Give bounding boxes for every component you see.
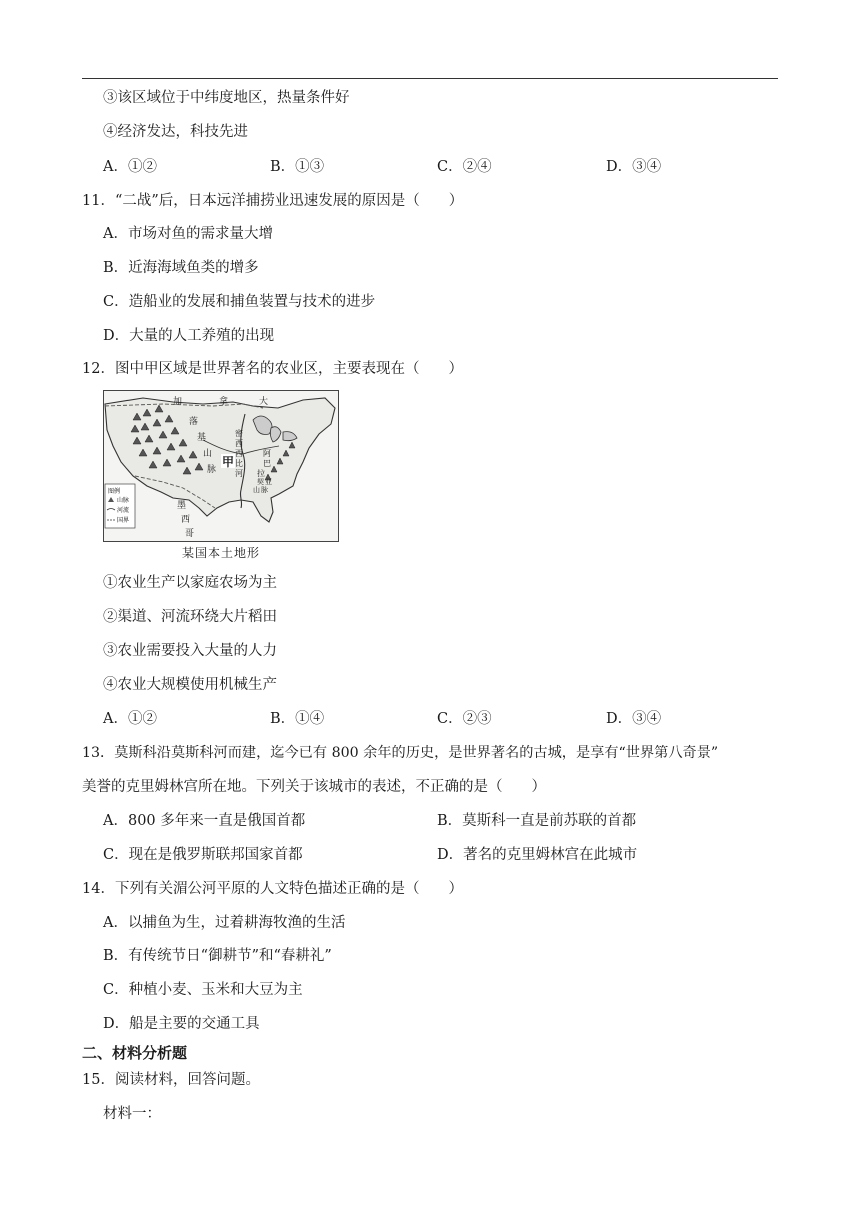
q13-option-c: C．现在是俄罗斯联邦国家首都 [103, 847, 303, 863]
label-app-6: 山 [253, 486, 260, 494]
legend-mountain: 山脉 [117, 497, 130, 504]
q12-item-1: ①农业生产以家庭农场为主 [103, 575, 277, 591]
q12-stem: 12．图中甲区域是世界著名的农业区，主要表现在（ ） [82, 361, 463, 377]
map-legend [105, 484, 135, 528]
legend-border: 国界 [117, 517, 130, 524]
q10-option-b: B．①③ [270, 159, 325, 175]
label-miss-5: 河 [235, 469, 243, 478]
label-miss-1: 密 [235, 429, 243, 438]
q13-stem-line1: 13．莫斯科沿莫斯科河而建，迄今已有 800 余年的历史，是世界著名的古城，是享有“世界第八奇景” [82, 745, 719, 761]
q14-option-a: A．以捕鱼为生，过着耕海牧渔的生活 [103, 915, 346, 931]
header-rule [82, 78, 778, 79]
q11-option-b: B．近海海域鱼类的增多 [103, 260, 259, 276]
label-mexico-3: 哥 [185, 529, 195, 539]
q11-option-a: A．市场对鱼的需求量大增 [103, 226, 273, 242]
label-rocky-4: 脉 [207, 465, 217, 475]
q11-stem: 11．“二战”后，日本远洋捕捞业迅速发展的原因是（ ） [82, 193, 464, 209]
label-mexico-1: 墨 [177, 501, 187, 511]
q10-item-4: ④经济发达，科技先进 [103, 124, 248, 140]
q13-option-d: D．著名的克里姆林宫在此城市 [437, 847, 638, 863]
label-miss-3: 西 [235, 449, 243, 458]
legend-river: 河流 [117, 507, 130, 514]
label-rocky-2: 基 [197, 433, 207, 443]
q12-option-c: C．②③ [437, 711, 492, 727]
label-jia-na-da-2: 拿 [219, 397, 229, 407]
label-app-5: 亚 [265, 478, 272, 486]
q10-item-3: ③该区域位于中纬度地区，热量条件好 [103, 90, 350, 106]
q12-item-2: ②渠道、河流环绕大片稻田 [103, 609, 277, 625]
q10-option-d: D．③④ [606, 159, 662, 175]
q10-option-c: C．②④ [437, 159, 492, 175]
label-miss-4: 比 [235, 459, 243, 468]
q14-option-d: D．船是主要的交通工具 [103, 1016, 260, 1032]
q12-terrain-map [103, 390, 339, 542]
q13-option-b: B．莫斯科一直是前苏联的首都 [437, 813, 637, 829]
q13-stem-line2: 美誉的克里姆林宫所在地。下列关于该城市的表述，不正确的是（ ） [82, 779, 546, 795]
q12-option-d: D．③④ [606, 711, 662, 727]
legend-title: 图例 [108, 488, 121, 495]
label-app-7: 脉 [261, 486, 268, 494]
q11-option-c: C．造船业的发展和捕鱼装置与技术的进步 [103, 294, 376, 310]
q14-option-c: C．种植小麦、玉米和大豆为主 [103, 982, 303, 998]
label-jia-na-da-1: 加 [173, 397, 183, 407]
section-heading-material-analysis: 二、材料分析题 [82, 1044, 188, 1062]
q15-stem: 15．阅读材料，回答问题。 [82, 1072, 260, 1088]
q12-item-3: ③农业需要投入大量的人力 [103, 643, 277, 659]
label-miss-2: 西 [235, 439, 243, 448]
label-app-1: 阿 [263, 449, 271, 458]
label-mexico-2: 西 [181, 515, 191, 525]
q15-material1-label: 材料一： [103, 1106, 161, 1122]
q12-map-figure [103, 390, 339, 566]
label-rocky-1: 落 [189, 417, 199, 427]
q12-map-caption: 某国本土地形 [181, 546, 260, 560]
q12-option-a: A．①② [103, 711, 157, 727]
label-rocky-3: 山 [203, 449, 213, 459]
q13-option-a: A．800 多年来一直是俄国首都 [103, 813, 306, 829]
q10-option-a: A．①② [103, 159, 157, 175]
q12-option-b: B．①④ [270, 711, 325, 727]
q14-stem: 14．下列有关湄公河平原的人文特色描述正确的是（ ） [82, 881, 463, 897]
label-app-3: 拉 [257, 469, 265, 478]
q11-option-d: D．大量的人工养殖的出现 [103, 328, 275, 344]
q14-option-b: B．有传统节日“御耕节”和“春耕礼” [103, 948, 332, 964]
label-app-2: 巴 [263, 459, 271, 468]
label-app-4: 契 [257, 478, 264, 486]
q12-item-4: ④农业大规模使用机械生产 [103, 677, 277, 693]
label-jia-na-da-3: 大 [259, 397, 269, 407]
label-region-jia: 甲 [222, 455, 235, 469]
